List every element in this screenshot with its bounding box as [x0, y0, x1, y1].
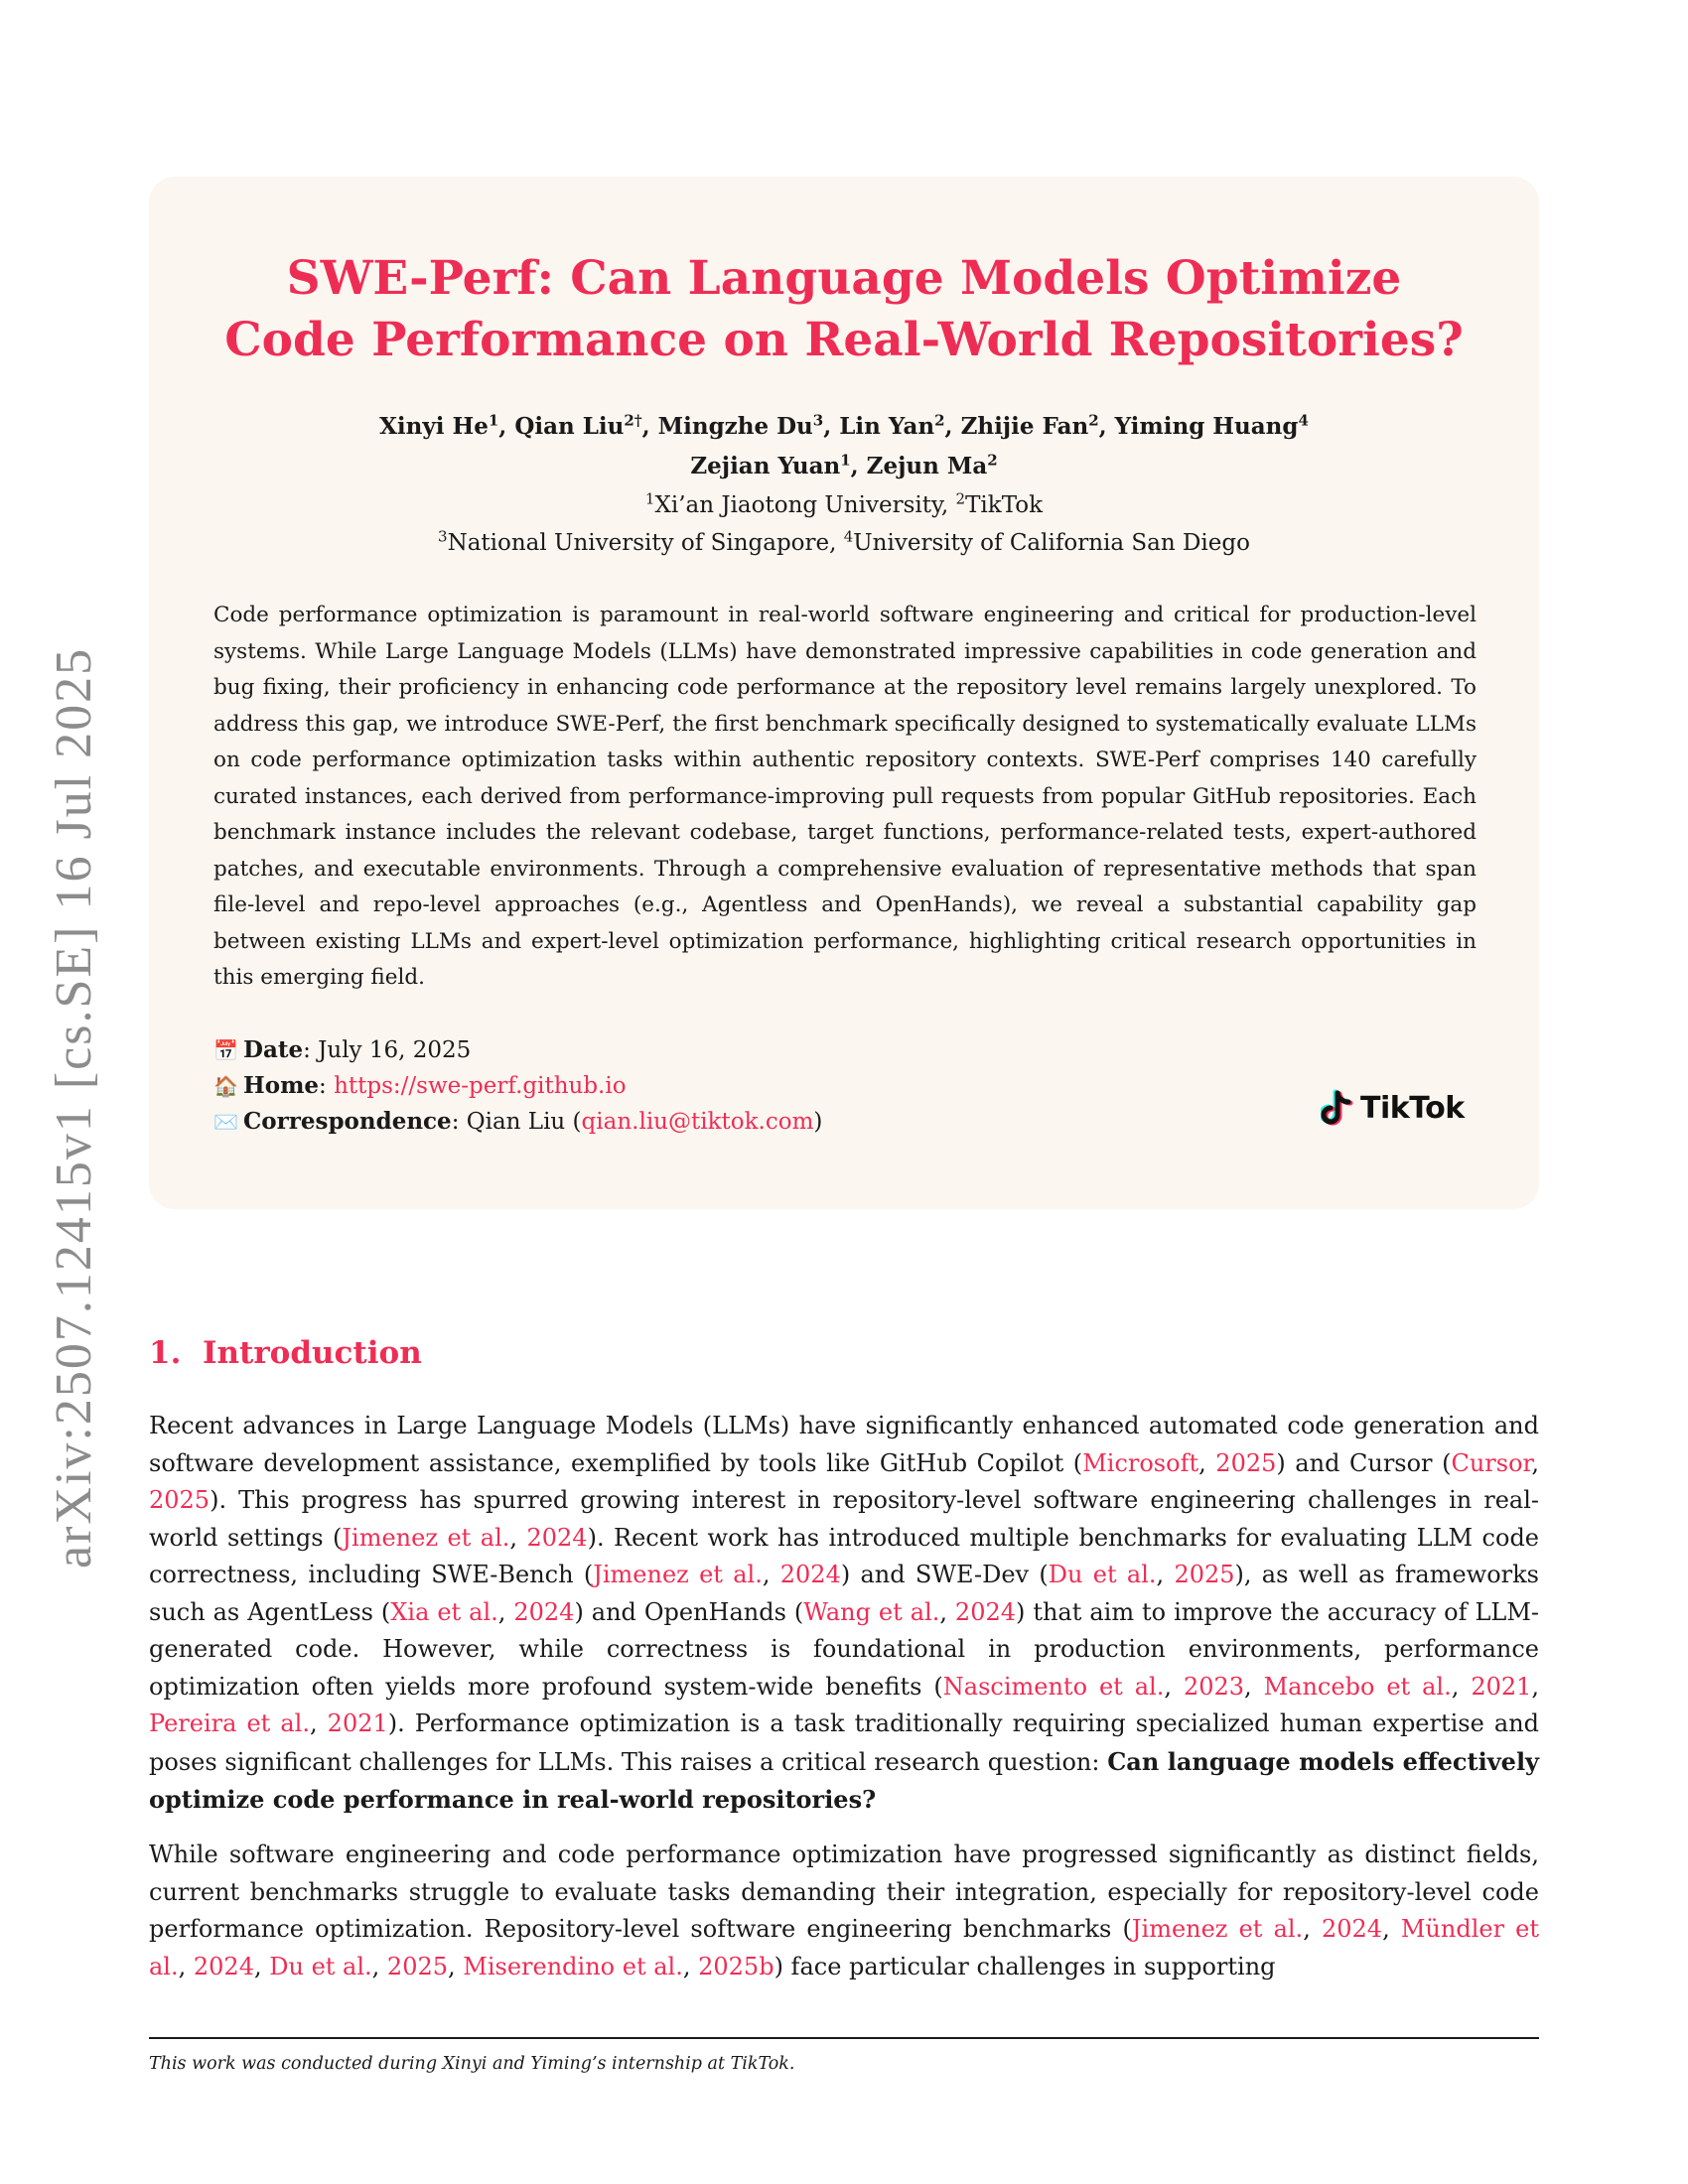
- citation[interactable]: Xia et al.: [390, 1597, 498, 1626]
- text-run: ). Recent work has introduced multiple benchmarks for evaluating LLM code correctness, including SWE-Bench (: [149, 1523, 1540, 1588]
- affiliation-name: University of California San Diego: [853, 530, 1250, 556]
- citation-year[interactable]: 2025: [1215, 1448, 1277, 1477]
- text-run: ) that aim to improve the accuracy of LLM-generated code. However, while correctness is foundational in production environments, performance optimization often yields more profound system-wide benefits (: [149, 1597, 1540, 1701]
- section-heading: [149, 1333, 422, 1373]
- abstract: Code performance optimization is paramount in real-world software engineering and critical for production-level systems. While Large Language Models (LLMs) have demonstrated impressive capabilities in code generation and bug fixing, their proficiency in enhancing code performance at the repository level remains largely unexplored. To address this gap, we introduce SWE-Perf, the first benchmark specifically designed to systematically evaluate LLMs on code performance optimization tasks within authentic repository contexts. SWE-Perf comprises 140 carefully curated instances, each derived from performance-improving pull requests from popular GitHub repositories. Each benchmark instance includes the relevant codebase, target functions, performance-related tests, expert-authored patches, and executable environments. Through a comprehensive evaluation of representative methods that span file-level and repo-level approaches (e.g., Agentless and OpenHands), we reveal a substantial capability gap between existing LLMs and expert-level optimization performance, highlighting critical research opportunities in this emerging field.: [213, 603, 1477, 990]
- separator: :: [303, 1037, 319, 1063]
- section-number: 1.: [149, 1335, 182, 1371]
- tiktok-logo: [1321, 1089, 1465, 1127]
- citation[interactable]: Cursor: [1451, 1448, 1532, 1477]
- meta-date: [213, 1032, 1107, 1068]
- citation-year[interactable]: 2025b: [698, 1952, 774, 1980]
- citation-year[interactable]: 2024: [526, 1523, 588, 1552]
- citation[interactable]: Mündler et al.: [149, 1915, 1540, 1980]
- title-line-2: Code Performance on Real-World Repositories?: [224, 313, 1464, 367]
- separator: ,: [829, 530, 844, 556]
- author-sup: 2: [987, 451, 998, 470]
- affiliation-name: National University of Singapore: [447, 530, 830, 556]
- separator: ,: [1098, 413, 1115, 440]
- author-name: Yiming Huang: [1114, 413, 1299, 440]
- author-line-2: [149, 447, 1539, 486]
- citation[interactable]: Microsoft: [1082, 1448, 1199, 1477]
- separator: ,: [940, 492, 956, 518]
- citation[interactable]: Du et al.: [1048, 1561, 1157, 1588]
- affiliation-name: TikTok: [965, 492, 1044, 518]
- paper-meta: [213, 1032, 1107, 1140]
- affiliation-sup: 3: [438, 527, 448, 546]
- author-sup: 2†: [624, 411, 642, 430]
- separator: :: [319, 1073, 335, 1099]
- citation[interactable]: Jimenez et al.: [342, 1523, 510, 1552]
- author-sup: 2: [1088, 411, 1099, 430]
- citation[interactable]: Nascimento et al.: [942, 1672, 1165, 1701]
- citation-year[interactable]: 2025: [1174, 1561, 1235, 1588]
- citation-year[interactable]: 2021: [1471, 1672, 1532, 1701]
- research-question: Can language models effectively optimize code performance in real-world repositories?: [149, 1746, 1540, 1814]
- meta-home-label: Home: [243, 1072, 320, 1099]
- author-sup: 2: [934, 411, 945, 430]
- footnote-divider: [149, 2037, 1539, 2039]
- tiktok-wordmark: TikTok: [1360, 1090, 1465, 1126]
- author-name: Zhijie Fan: [960, 413, 1089, 440]
- citation-year[interactable]: 2025: [149, 1486, 211, 1514]
- section-title: Introduction: [202, 1335, 422, 1371]
- separator: :: [451, 1109, 467, 1135]
- text-run: Recent advances in Large Language Models (LLMs) have significantly enhanced automated code generation and software development assistance, exemplified by tools like GitHub Copilot (: [149, 1412, 1539, 1477]
- title-line-1: SWE-Perf: Can Language Models Optimize: [286, 251, 1402, 306]
- citation-year[interactable]: 2021: [327, 1709, 388, 1737]
- citation-year[interactable]: 2024: [513, 1597, 575, 1626]
- text-run: ) and OpenHands (: [574, 1597, 804, 1626]
- affiliation-line-1: [149, 486, 1539, 524]
- author-name: Zejian Yuan: [690, 453, 841, 479]
- affiliation-sup: 4: [843, 527, 854, 546]
- author-list: [149, 407, 1539, 486]
- paper-title: [149, 248, 1539, 371]
- affiliation-name: Xi’an Jiaotong University: [654, 492, 941, 518]
- separator: ,: [944, 413, 961, 440]
- citation-year[interactable]: 2023: [1183, 1672, 1245, 1701]
- separator: ,: [823, 413, 840, 440]
- calendar-icon: 📅: [213, 1038, 238, 1062]
- text-run: ). Performance optimization is a task traditionally requiring specialized human expertise and poses significant challenges for LLMs. This raises a critical research question:: [149, 1709, 1540, 1776]
- meta-date-label: Date: [243, 1036, 304, 1063]
- meta-home: [213, 1068, 1107, 1104]
- citation-year[interactable]: 2024: [954, 1597, 1016, 1626]
- author-name: Mingzhe Du: [657, 413, 813, 440]
- affiliation-sup: 1: [644, 489, 655, 508]
- citation-year[interactable]: 2024: [779, 1561, 841, 1588]
- citation-year[interactable]: 2024: [193, 1952, 254, 1980]
- affiliation-list: [149, 486, 1539, 562]
- separator: ,: [498, 413, 515, 440]
- citation[interactable]: Wang et al.: [803, 1597, 940, 1626]
- separator: ,: [641, 413, 658, 440]
- citation[interactable]: Pereira et al.: [149, 1709, 310, 1737]
- email-link[interactable]: qian.liu@tiktok.com: [581, 1109, 814, 1135]
- citation-year[interactable]: 2024: [1321, 1915, 1383, 1943]
- author-line-1: [149, 407, 1539, 447]
- author-sup: 3: [812, 411, 824, 430]
- citation[interactable]: Jimenez et al.: [593, 1561, 763, 1588]
- text-run: ). This progress has spurred growing interest in repository-level software engineering challenges in real-world settings (: [149, 1486, 1539, 1552]
- affiliation-line-2: [149, 524, 1539, 562]
- citation[interactable]: Du et al.: [269, 1952, 372, 1980]
- author-name: Qian Liu: [514, 413, 625, 440]
- affiliation-sup: 2: [955, 489, 966, 508]
- meta-corr-label: Correspondence: [243, 1108, 452, 1135]
- text-run: ), as well as frameworks such as AgentLess (: [149, 1561, 1539, 1626]
- citation-year[interactable]: 2025: [386, 1952, 448, 1980]
- text-run: ) face particular challenges in supporting: [774, 1952, 1276, 1980]
- author-sup: 4: [1298, 411, 1309, 430]
- citation[interactable]: Miserendino et al.: [463, 1952, 683, 1980]
- meta-correspondence: ✉️ Correspondence: Qian Liu (qian.liu@tiktok.com): [213, 1104, 1107, 1140]
- citation[interactable]: Mancebo et al.: [1263, 1672, 1452, 1701]
- citation[interactable]: Jimenez et al.: [1131, 1915, 1304, 1943]
- envelope-icon: ✉️: [213, 1110, 238, 1134]
- text-run: ) and Cursor (: [1276, 1448, 1452, 1477]
- footnote: This work was conducted during Xinyi and Yiming’s internship at TikTok.: [149, 2054, 795, 2074]
- author-sup: 1: [488, 411, 499, 430]
- text-run: While software engineering and code performance optimization have progressed significantly as distinct fields, current benchmarks struggle to evaluate tasks demanding their integration, especially for repository-level code performance optimization. Repository-level software engineering benchmarks (: [149, 1841, 1539, 1943]
- home-link[interactable]: https://swe-perf.github.io: [334, 1073, 627, 1099]
- arxiv-stamp: arXiv:2507.12415v1 [cs.SE] 16 Jul 2025: [46, 646, 102, 1569]
- separator: ,: [850, 453, 867, 479]
- author-name: Xinyi He: [379, 413, 489, 440]
- author-name: Zejun Ma: [866, 453, 988, 479]
- author-name: Lin Yan: [839, 413, 935, 440]
- house-icon: 🏠: [213, 1074, 238, 1098]
- author-sup: 1: [840, 451, 851, 470]
- meta-date-value: July 16, 2025: [318, 1037, 472, 1063]
- intro-paragraph-1: Recent advances in Large Language Models (LLMs) have significantly enhanced automated code generation and software development assistance, exemplified by tools like GitHub Copilot (Microsoft, 2025) and Cursor (Cursor, 2025). This progress has spurred growing interest in repository-level software engineering challenges in real-world settings (Jimenez et al., 2024). Recent work has introduced multiple benchmarks for evaluating LLM code correctness, including SWE-Bench (Jimenez et al., 2024) and SWE-Dev (Du et al., 2025), as well as frameworks such as AgentLess (Xia et al., 2024) and OpenHands (Wang et al., 2024) that aim to improve the accuracy of LLM-generated code. However, while correctness is foundational in production environments, performance optimization often yields more profound system-wide benefits (Nascimento et al., 2023, Mancebo et al., 2021, Pereira et al., 2021). Performance optimization is a task traditionally requiring specialized human expertise and poses significant challenges for LLMs. This raises a critical research question: Can language models effectively optimize code performance in real-world repositories?: [149, 1412, 1540, 1814]
- text-run: ) and SWE-Dev (: [840, 1561, 1049, 1588]
- meta-corr-name: Qian Liu: [466, 1109, 566, 1135]
- tiktok-note-icon: [1321, 1089, 1354, 1127]
- intro-paragraph-2: While software engineering and code performance optimization have progressed significantly as distinct fields, current benchmarks struggle to evaluate tasks demanding their integration, especially for repository-level code performance optimization. Repository-level software engineering benchmarks (Jimenez et al., 2024, Mündler et al., 2024, Du et al., 2025, Miserendino et al., 2025b) face particular challenges in supporting: [149, 1841, 1540, 1980]
